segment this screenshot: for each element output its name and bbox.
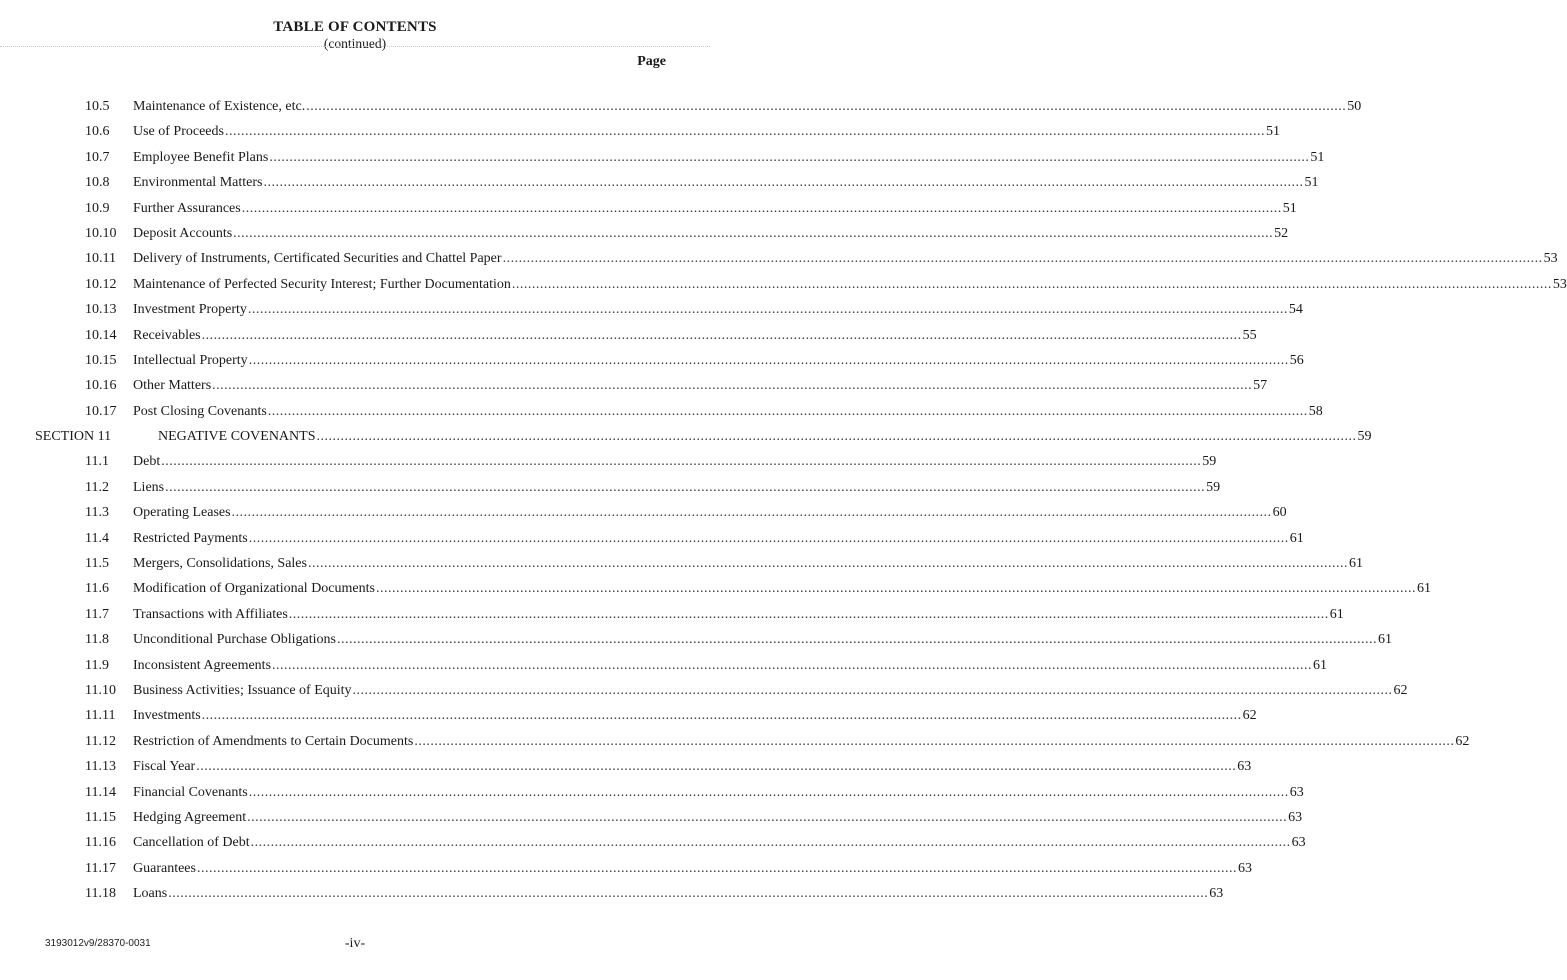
entry-page-number: 50 bbox=[1347, 99, 1362, 114]
entry-title: Maintenance of Existence, etc. bbox=[133, 99, 306, 114]
entry-page-number: 61 bbox=[1313, 657, 1328, 673]
entry-page-number: 53 bbox=[1552, 276, 1567, 292]
toc-row bbox=[0, 884, 1224, 909]
toc-row bbox=[0, 579, 1431, 604]
dot-leader: .................................................................................................................................................................................................................................................................... bbox=[161, 454, 1202, 470]
toc-row bbox=[0, 97, 1362, 122]
toc-title: TABLE OF CONTENTS bbox=[273, 19, 437, 35]
dot-leader: .................................................................................................................................................................................................................................................................... bbox=[224, 124, 1265, 140]
entry-line bbox=[133, 757, 1252, 777]
toc-row bbox=[0, 554, 1363, 579]
entry-number: 11.15 bbox=[85, 809, 116, 825]
toc-row bbox=[0, 808, 1303, 833]
entry-number: 11.5 bbox=[85, 556, 109, 572]
entry-title: Loans bbox=[133, 886, 168, 902]
toc-row bbox=[0, 529, 1304, 554]
toc-row bbox=[0, 300, 1303, 325]
entry-line bbox=[133, 249, 1558, 269]
entry-line bbox=[133, 224, 1289, 244]
entry-title: Liens bbox=[133, 479, 165, 495]
entry-title: Hedging Agreement bbox=[133, 809, 247, 825]
toc-row bbox=[0, 833, 1306, 858]
entry-number: 10.7 bbox=[85, 149, 110, 165]
toc-row bbox=[0, 859, 1252, 884]
toc-row bbox=[0, 351, 1304, 376]
toc-row bbox=[0, 249, 1558, 274]
entry-title: Mergers, Consolidations, Sales bbox=[133, 556, 307, 572]
entry-title: Guarantees bbox=[133, 860, 196, 876]
entry-number: 11.10 bbox=[85, 682, 116, 698]
entry-page-number: 51 bbox=[1304, 175, 1319, 191]
entry-number: 11.8 bbox=[85, 632, 109, 648]
dot-leader: .................................................................................................................................................................................................................................................................... bbox=[307, 556, 1348, 572]
dot-leader: .................................................................................................................................................................................................................................................................... bbox=[212, 378, 1253, 394]
dot-leader: .................................................................................................................................................................................................................................................................... bbox=[201, 708, 1242, 724]
entry-title: Restricted Payments bbox=[133, 530, 248, 546]
entry-title: Maintenance of Perfected Security Interest; Further Documentation bbox=[133, 276, 511, 292]
entry-number: 11.12 bbox=[85, 733, 116, 749]
dot-leader: .................................................................................................................................................................................................................................................................... bbox=[247, 809, 1288, 825]
entry-line bbox=[133, 351, 1304, 371]
entry-page-number: 63 bbox=[1209, 886, 1224, 902]
entry-line bbox=[133, 97, 1362, 117]
entry-line bbox=[133, 402, 1323, 422]
dot-leader: .................................................................................................................................................................................................................................................................... bbox=[196, 759, 1237, 775]
entry-number: 11.3 bbox=[85, 505, 109, 521]
toc-row bbox=[0, 706, 1257, 731]
entry-title: Use of Proceeds bbox=[133, 124, 224, 140]
entry-page-number: 57 bbox=[1253, 378, 1268, 394]
entry-number: 10.9 bbox=[85, 200, 110, 216]
entry-page-number: 61 bbox=[1416, 581, 1431, 597]
toc-row bbox=[0, 376, 1268, 401]
entry-page-number: 59 bbox=[1357, 429, 1372, 445]
entry-line bbox=[133, 199, 1297, 219]
entry-line bbox=[158, 427, 1372, 447]
toc-row bbox=[0, 656, 1328, 681]
entry-number: 10.8 bbox=[85, 175, 110, 191]
entry-title: Environmental Matters bbox=[133, 175, 263, 191]
toc-row bbox=[0, 173, 1319, 198]
entry-title: Fiscal Year bbox=[133, 759, 196, 775]
dot-leader: .................................................................................................................................................................................................................................................................... bbox=[248, 784, 1289, 800]
toc-row bbox=[0, 757, 1252, 782]
toc-row bbox=[0, 478, 1221, 503]
toc-row bbox=[0, 605, 1344, 630]
dot-leader: .................................................................................................................................................................................................................................................................... bbox=[263, 175, 1304, 191]
entry-line bbox=[133, 783, 1304, 803]
toc-row bbox=[0, 122, 1280, 147]
entry-title: Intellectual Property bbox=[133, 352, 248, 368]
entry-line bbox=[133, 122, 1280, 142]
dot-leader: .................................................................................................................................................................................................................................................................... bbox=[248, 530, 1289, 546]
entry-page-number: 53 bbox=[1543, 251, 1558, 267]
entry-page-number: 61 bbox=[1329, 606, 1344, 622]
dot-leader: .................................................................................................................................................................................................................................................................... bbox=[165, 479, 1206, 495]
entry-line bbox=[133, 326, 1257, 346]
entry-page-number: 61 bbox=[1348, 556, 1363, 572]
entry-page-number: 61 bbox=[1377, 632, 1392, 648]
toc-subtitle: (continued) bbox=[323, 36, 387, 51]
entry-page-number: 63 bbox=[1237, 759, 1252, 775]
entry-line bbox=[133, 579, 1431, 599]
dot-leader: .................................................................................................................................................................................................................................................................... bbox=[247, 302, 1288, 318]
toc-row bbox=[0, 732, 1470, 757]
entry-line bbox=[133, 452, 1217, 472]
entry-title: Operating Leases bbox=[133, 505, 231, 521]
dot-leader: .................................................................................................................................................................................................................................................................... bbox=[241, 200, 1282, 216]
dot-leader: .................................................................................................................................................................................................................................................................... bbox=[267, 403, 1308, 419]
dot-leader: .................................................................................................................................................................................................................................................................... bbox=[502, 251, 1543, 267]
toc-row bbox=[0, 681, 1408, 706]
entry-number: 11.14 bbox=[85, 784, 116, 800]
entry-page-number: 51 bbox=[1265, 124, 1280, 140]
entry-page-number: 59 bbox=[1206, 479, 1221, 495]
entry-page-number: 62 bbox=[1242, 708, 1257, 724]
entry-title: Financial Covenants bbox=[133, 784, 248, 800]
toc-section-row bbox=[0, 427, 1372, 452]
entry-line bbox=[133, 148, 1325, 168]
entry-page-number: 63 bbox=[1291, 835, 1306, 851]
dot-leader: .................................................................................................................................................................................................................................................................... bbox=[336, 632, 1377, 648]
entry-title: Other Matters bbox=[133, 378, 212, 394]
dot-leader: .................................................................................................................................................................................................................................................................... bbox=[375, 581, 1416, 597]
entry-line bbox=[133, 656, 1328, 676]
entry-page-number: 61 bbox=[1289, 530, 1304, 546]
entry-page-number: 59 bbox=[1202, 454, 1217, 470]
entry-line bbox=[133, 706, 1257, 726]
section-number: SECTION 11 bbox=[35, 429, 112, 445]
entry-number: 11.16 bbox=[85, 835, 116, 851]
entry-line bbox=[133, 376, 1268, 396]
dot-leader: .................................................................................................................................................................................................................................................................... bbox=[196, 860, 1237, 876]
entry-number: 11.1 bbox=[85, 454, 109, 470]
toc-row bbox=[0, 783, 1304, 808]
dot-leader: .................................................................................................................................................................................................................................................................... bbox=[272, 657, 1313, 673]
entry-line bbox=[133, 503, 1287, 523]
document-id: 3193012v9/28370-0031 bbox=[45, 938, 151, 949]
entry-line bbox=[133, 529, 1304, 549]
entry-number: 11.11 bbox=[85, 708, 116, 724]
entry-page-number: 54 bbox=[1288, 302, 1303, 318]
entry-line bbox=[133, 605, 1344, 625]
entry-title: Modification of Organizational Documents bbox=[133, 581, 375, 597]
entry-page-number: 51 bbox=[1310, 149, 1325, 165]
entry-title: Transactions with Affiliates bbox=[133, 606, 288, 622]
entry-line bbox=[133, 554, 1363, 574]
dot-leader: .................................................................................................................................................................................................................................................................... bbox=[269, 149, 1310, 165]
entry-title: Investments bbox=[133, 708, 201, 724]
entry-number: 10.15 bbox=[85, 352, 117, 368]
toc-row bbox=[0, 402, 1323, 427]
entry-line bbox=[133, 808, 1303, 828]
entry-number: 11.18 bbox=[85, 886, 116, 902]
entry-line bbox=[133, 275, 1567, 295]
dot-leader: .................................................................................................................................................................................................................................................................... bbox=[201, 327, 1242, 343]
entry-page-number: 58 bbox=[1308, 403, 1323, 419]
entry-number: 10.10 bbox=[85, 225, 117, 241]
entry-line bbox=[133, 478, 1221, 498]
entry-page-number: 62 bbox=[1393, 682, 1408, 698]
dot-leader: .................................................................................................................................................................................................................................................................... bbox=[352, 682, 1393, 698]
entry-title: Business Activities; Issuance of Equity bbox=[133, 682, 352, 698]
toc-list bbox=[0, 97, 1567, 910]
entry-number: 11.4 bbox=[85, 530, 109, 546]
toc-row bbox=[0, 275, 1567, 300]
dot-leader: .................................................................................................................................................................................................................................................................... bbox=[414, 733, 1455, 749]
toc-row bbox=[0, 326, 1257, 351]
entry-number: 11.9 bbox=[85, 657, 109, 673]
toc-row bbox=[0, 199, 1297, 224]
entry-line bbox=[133, 884, 1224, 904]
dot-leader: .................................................................................................................................................................................................................................................................... bbox=[231, 505, 1272, 521]
entry-number: 10.14 bbox=[85, 327, 117, 343]
entry-title: Inconsistent Agreements bbox=[133, 657, 272, 673]
entry-line bbox=[133, 681, 1408, 701]
toc-row bbox=[0, 148, 1325, 173]
dot-leader: .................................................................................................................................................................................................................................................................... bbox=[306, 99, 1347, 114]
entry-title: Deposit Accounts bbox=[133, 225, 233, 241]
entry-line bbox=[133, 630, 1392, 650]
dot-leader: .................................................................................................................................................................................................................................................................... bbox=[288, 606, 1329, 622]
page-column-label: Page bbox=[637, 54, 666, 69]
entry-title: Cancellation of Debt bbox=[133, 835, 250, 851]
dot-leader: .................................................................................................................................................................................................................................................................... bbox=[316, 429, 1357, 445]
dot-leader: .................................................................................................................................................................................................................................................................... bbox=[250, 835, 1291, 851]
entry-page-number: 62 bbox=[1455, 733, 1470, 749]
dot-leader: .................................................................................................................................................................................................................................................................... bbox=[233, 225, 1274, 241]
page-number: -iv- bbox=[344, 936, 366, 951]
entry-number: 10.5 bbox=[85, 99, 110, 114]
entry-number: 10.13 bbox=[85, 302, 117, 318]
entry-page-number: 63 bbox=[1288, 809, 1303, 825]
dot-leader: .................................................................................................................................................................................................................................................................... bbox=[511, 276, 1552, 292]
entry-page-number: 56 bbox=[1289, 352, 1304, 368]
entry-page-number: 52 bbox=[1274, 225, 1289, 241]
toc-row bbox=[0, 503, 1287, 528]
toc-row bbox=[0, 452, 1217, 477]
entry-number: 11.2 bbox=[85, 479, 109, 495]
entry-page-number: 55 bbox=[1242, 327, 1257, 343]
entry-number: 11.6 bbox=[85, 581, 109, 597]
entry-title: Further Assurances bbox=[133, 200, 241, 216]
entry-title: Post Closing Covenants bbox=[133, 403, 267, 419]
entry-title: Employee Benefit Plans bbox=[133, 149, 269, 165]
section-title: NEGATIVE COVENANTS bbox=[158, 429, 316, 445]
entry-line bbox=[133, 833, 1306, 853]
entry-number: 10.12 bbox=[85, 276, 117, 292]
entry-number: 11.7 bbox=[85, 606, 109, 622]
entry-title: Debt bbox=[133, 454, 161, 470]
entry-title: Unconditional Purchase Obligations bbox=[133, 632, 336, 648]
entry-line bbox=[133, 732, 1470, 752]
entry-number: 11.17 bbox=[85, 860, 116, 876]
toc-row bbox=[0, 630, 1392, 655]
entry-number: 11.13 bbox=[85, 759, 116, 775]
dot-leader: .................................................................................................................................................................................................................................................................... bbox=[168, 886, 1209, 902]
entry-number: 10.6 bbox=[85, 124, 110, 140]
entry-page-number: 63 bbox=[1289, 784, 1304, 800]
entry-line bbox=[133, 173, 1319, 193]
entry-line bbox=[133, 300, 1303, 320]
entry-title: Restriction of Amendments to Certain Documents bbox=[133, 733, 414, 749]
entry-page-number: 63 bbox=[1237, 860, 1252, 876]
entry-number: 10.16 bbox=[85, 378, 117, 394]
entry-title: Investment Property bbox=[133, 302, 247, 318]
entry-title: Receivables bbox=[133, 327, 201, 343]
header-rule bbox=[0, 46, 710, 47]
entry-page-number: 51 bbox=[1282, 200, 1297, 216]
entry-title: Delivery of Instruments, Certificated Securities and Chattel Paper bbox=[133, 251, 502, 267]
entry-page-number: 60 bbox=[1272, 505, 1287, 521]
dot-leader: .................................................................................................................................................................................................................................................................... bbox=[248, 352, 1289, 368]
toc-row bbox=[0, 224, 1289, 249]
entry-number: 10.17 bbox=[85, 403, 117, 419]
entry-line bbox=[133, 859, 1252, 879]
entry-number: 10.11 bbox=[85, 251, 116, 267]
